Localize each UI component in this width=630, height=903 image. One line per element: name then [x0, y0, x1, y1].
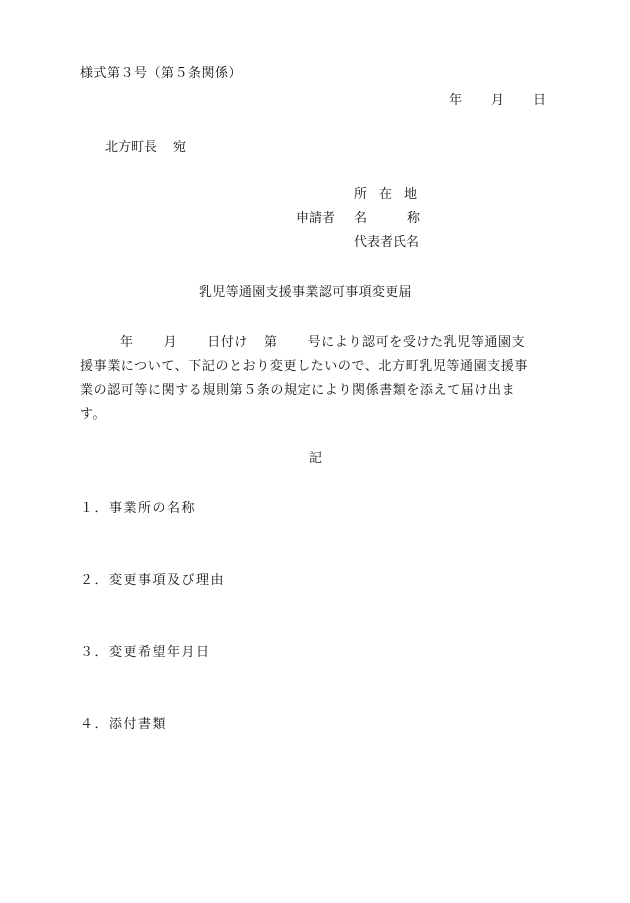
addressee [105, 141, 186, 154]
list-item-attachments: ４．添付書類 [80, 717, 168, 732]
date-month-label: 月 [491, 93, 505, 108]
body-year: 年 [120, 335, 134, 350]
body-day: 日付け [207, 335, 249, 350]
body-line-3: 業の認可等に関する規則第５条の規定により関係書類を添えて届け出ま [80, 383, 516, 398]
addressee-suffix: 宛 [173, 140, 187, 155]
address-char-2: 在 [379, 187, 393, 202]
applicant-label: 申請者 [296, 211, 336, 226]
date-year-label: 年 [449, 93, 463, 108]
body-paragraph [80, 331, 552, 427]
ki-heading: 記 [309, 451, 323, 466]
body-number-prefix: 第 [264, 335, 278, 350]
address-char-3: 地 [404, 187, 418, 202]
applicant-representative-field: 代表者氏名 [354, 235, 420, 250]
applicant-address-field [354, 188, 417, 201]
list-item-change-details: ２．変更事項及び理由 [80, 573, 226, 588]
applicant-name-field [354, 212, 420, 225]
name-char-2: 称 [407, 211, 421, 226]
list-item-business-name: １．事業所の名称 [80, 501, 197, 516]
body-line-2: 援事業について、下記のとおり変更したいので、北方町乳児等通園支援事 [80, 359, 529, 374]
name-char-1: 名 [354, 211, 368, 226]
address-char-1: 所 [354, 187, 368, 202]
body-line-1-rest: 号により認可を受けた乳児等通園支 [307, 335, 526, 350]
body-line-1 [80, 331, 552, 355]
form-number: 様式第３号（第５条関係） [80, 66, 243, 81]
body-line-4: す。 [80, 407, 107, 422]
date-line [449, 94, 546, 107]
list-item-desired-date: ３．変更希望年月日 [80, 645, 211, 660]
document-title: 乳児等通園支援事業認可事項変更届 [199, 285, 412, 300]
date-day-label: 日 [533, 93, 547, 108]
body-month: 月 [163, 335, 178, 350]
addressee-name: 北方町長 [105, 140, 158, 155]
